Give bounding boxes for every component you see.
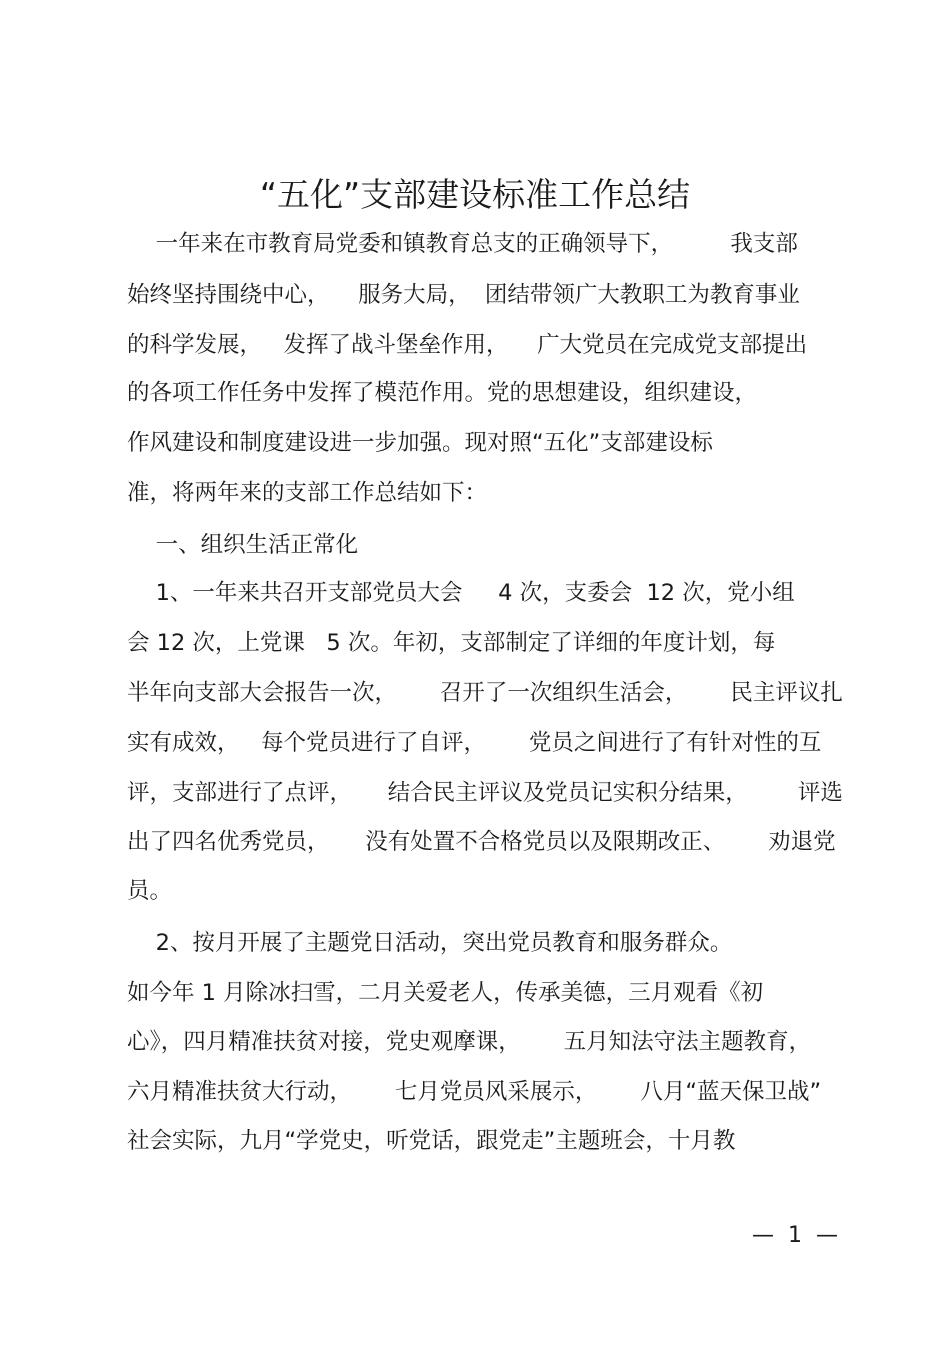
body-line: 社会实际，九月“学党史，听党话，跟党走”主题班会，十月教 [127,1128,736,1154]
body-line: 员。 [127,878,173,904]
page-number: — 1 — [752,1223,838,1248]
body-line: 实有成效， 每个党员进行了自评， 党员之间进行了有针对性的互 [127,730,822,756]
body-line: 准，将两年来的支部工作总结如下： [127,480,488,506]
body-line: 的科学发展， 发挥了战斗堡垒作用， 广大党员在完成党支部提出 [127,332,808,358]
body-line: 半年向支部大会报告一次， 召开了一次组织生活会， 民主评议扎 [127,680,843,706]
body-line: 作风建设和制度建设进一步加强。现对照“五化”支部建设标 [127,430,713,456]
body-line: 评，支部进行了点评， 结合民主评议及党员记实积分结果， 评选 [127,780,843,806]
body-line: 的各项工作任务中发挥了模范作用。党的思想建设，组织建设， [127,380,758,406]
body-line: 2、按月开展了主题党日活动，突出党员教育和服务群众。 [127,930,733,956]
body-line: 一年来在市教育局党委和镇教育总支的正确领导下， 我支部 [127,231,798,257]
document-title: “五化”支部建设标准工作总结 [259,175,691,214]
body-line: 如今年 1 月除冰扫雪，二月关爱老人，传承美德，三月观看《初 [127,980,764,1006]
body-line: 1、一年来共召开支部党员大会 4 次，支委会 12 次，党小组 [127,580,795,606]
body-line: 心》，四月精准扶贫对接，党史观摩课， 五月知法守法主题教育， [127,1029,812,1055]
body-line: 六月精准扶贫大行动， 七月党员风采展示， 八月“蓝天保卫战” [127,1079,822,1105]
body-line: 始终坚持围绕中心， 服务大局， 团结带领广大教职工为教育事业 [127,282,800,308]
section-heading: 一、组织生活正常化 [127,532,359,558]
body-line: 出了四名优秀党员， 没有处置不合格党员以及限期改正、 劝退党 [127,829,836,855]
body-line: 会 12 次，上党课 5 次。年初，支部制定了详细的年度计划，每 [127,630,776,656]
